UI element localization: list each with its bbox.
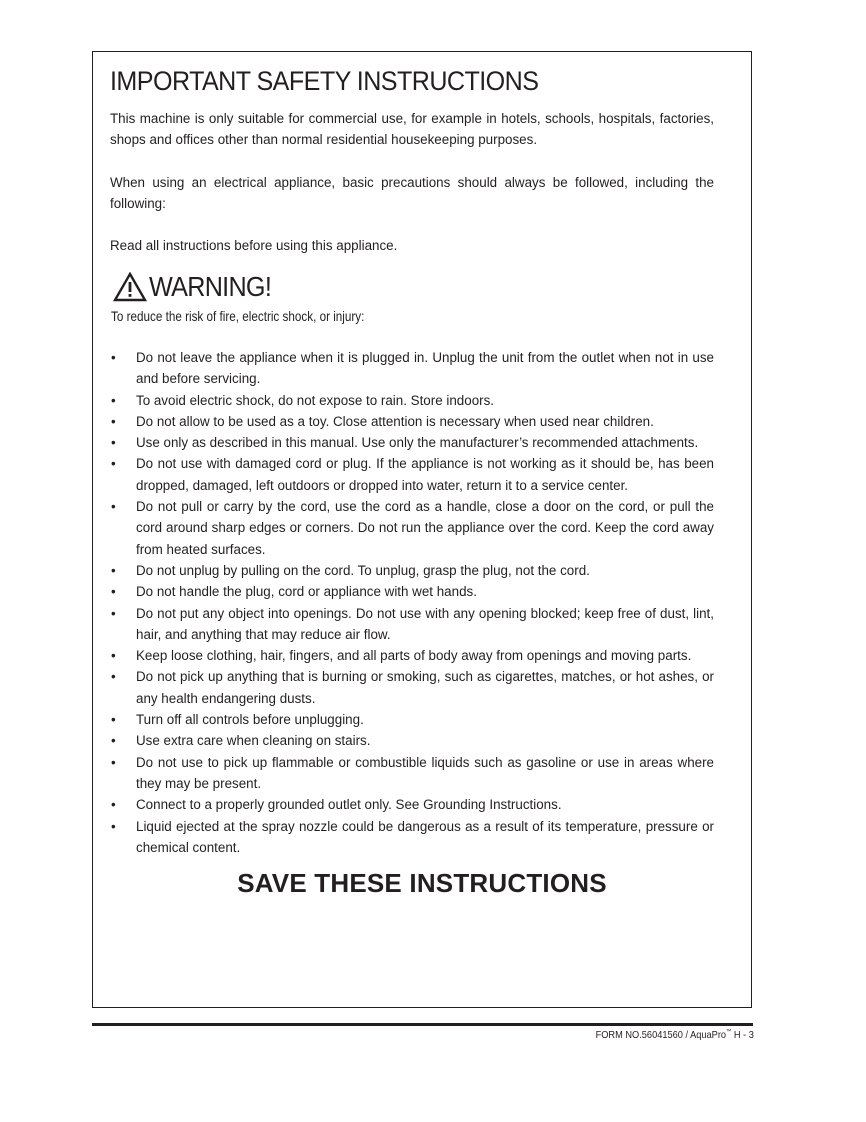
trademark-symbol: ™	[726, 1029, 732, 1035]
page-title: IMPORTANT SAFETY INSTRUCTIONS	[110, 66, 539, 96]
safety-instructions-list	[110, 347, 714, 858]
list-item: • Do not allow to be used as a toy. Close attention is necessary when used near children.	[110, 411, 714, 432]
list-item: • Use only as described in this manual. Use only the manufacturer’s recommended attachments.	[110, 432, 714, 453]
warning-title: WARNING!	[149, 271, 272, 302]
list-item: • Do not unplug by pulling on the cord. To unplug, grasp the plug, not the cord.	[110, 560, 714, 581]
warning-header	[113, 270, 285, 304]
list-item: • Do not handle the plug, cord or appliance with wet hands.	[110, 581, 714, 602]
list-item: • Turn off all controls before unplugging.	[110, 709, 714, 730]
precautions-paragraph: When using an electrical appliance, basic precautions should always be followed, including the following:	[110, 175, 714, 212]
warning-triangle-icon	[113, 272, 147, 302]
footer-divider	[92, 1023, 753, 1026]
footer-form-prefix: FORM NO.56041560 / AquaPro	[595, 1029, 727, 1041]
list-item: • Do not use to pick up flammable or combustible liquids such as gasoline or use in areas where they may be present.	[110, 752, 714, 795]
list-item: • Use extra care when cleaning on stairs.	[110, 730, 714, 751]
list-item: • Do not put any object into openings. Do not use with any opening blocked; keep free of dust, lint, hair, and anything that may reduce air flow.	[110, 603, 714, 646]
list-item: • Do not use with damaged cord or plug. If the appliance is not working as it should be, has been dropped, damaged, left outdoors or dropped into water, return it to a service center.	[110, 453, 714, 496]
read-instructions-paragraph: Read all instructions before using this appliance.	[110, 238, 398, 253]
footer-page-ref: H - 3	[731, 1029, 754, 1041]
footer-form-number	[596, 1028, 754, 1042]
list-item: • Do not pick up anything that is burning or smoking, such as cigarettes, matches, or hot ashes, or any health endangering dusts.	[110, 666, 714, 709]
list-item: • Do not leave the appliance when it is plugged in. Unplug the unit from the outlet when not in use and before servicing.	[110, 347, 714, 390]
list-item: • Connect to a properly grounded outlet only. See Grounding Instructions.	[110, 794, 714, 815]
commercial-use-paragraph: This machine is only suitable for commercial use, for example in hotels, schools, hospitals, factories, shops and offices other than normal residential housekeeping purposes.	[110, 111, 714, 148]
list-item: • Do not pull or carry by the cord, use the cord as a handle, close a door on the cord, or pull the cord around sharp edges or corners. Do not run the appliance over the cord. Keep the cord away from heated surfaces.	[110, 496, 714, 560]
save-instructions-title: SAVE THESE INSTRUCTIONS	[237, 868, 607, 898]
list-item: • Keep loose clothing, hair, fingers, and all parts of body away from openings and moving parts.	[110, 645, 714, 666]
warning-subtitle: To reduce the risk of fire, electric shock, or injury:	[111, 309, 365, 324]
list-item: • Liquid ejected at the spray nozzle could be dangerous as a result of its temperature, pressure or chemical content.	[110, 816, 714, 859]
list-item: • To avoid electric shock, do not expose to rain. Store indoors.	[110, 390, 714, 411]
